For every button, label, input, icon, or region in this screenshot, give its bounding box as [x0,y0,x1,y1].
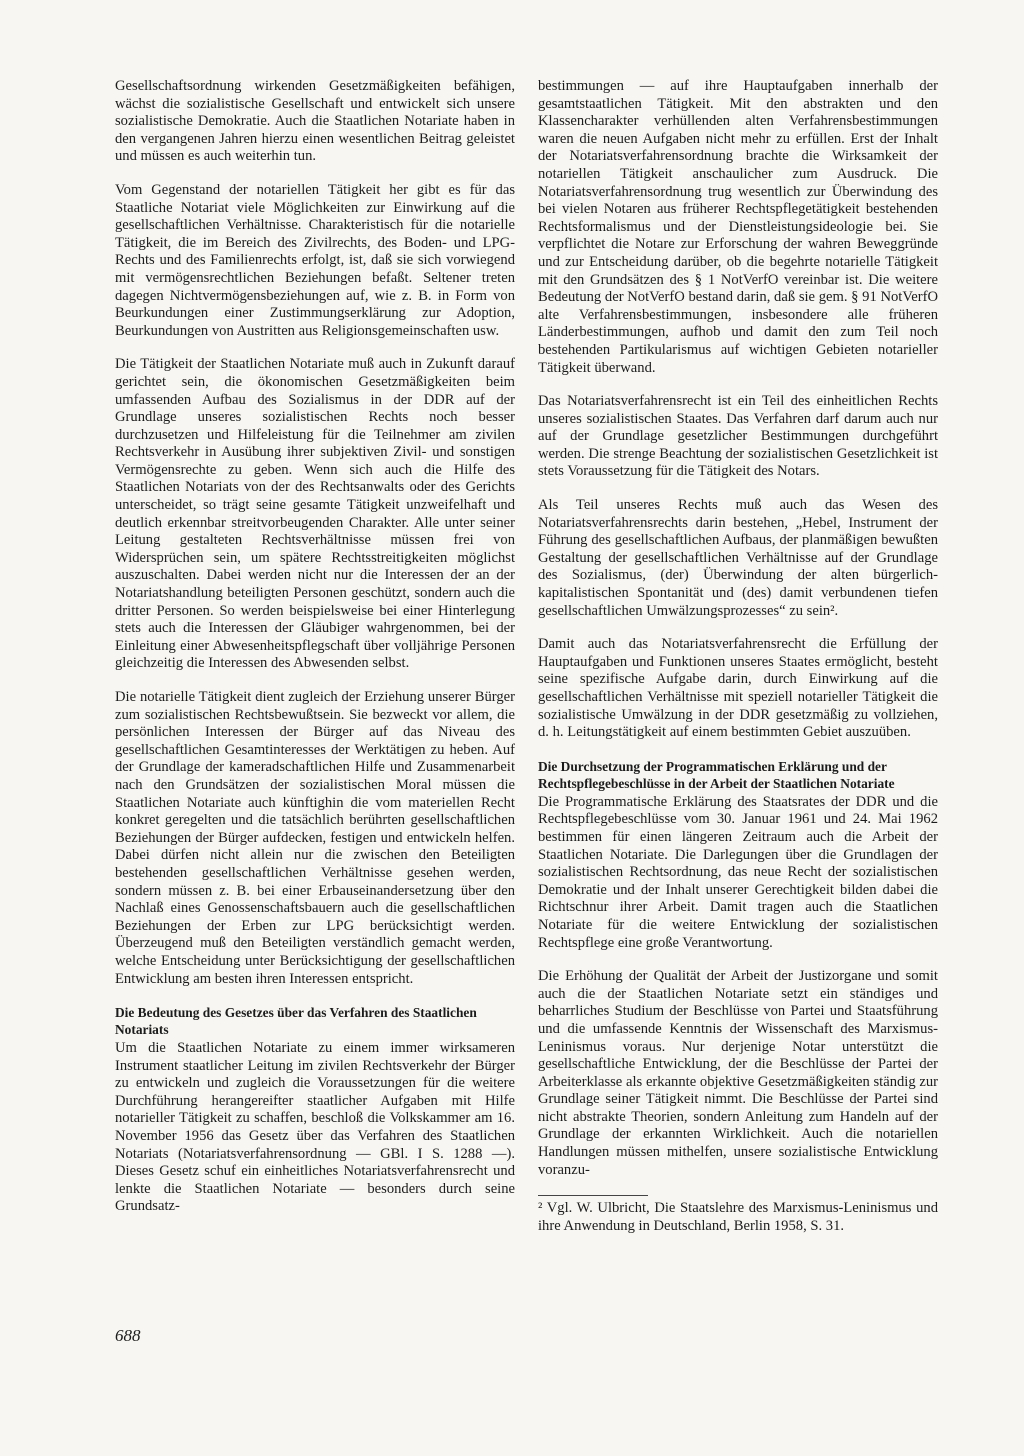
paragraph: Die Tätigkeit der Staatlichen Notariate muß auch in Zukunft darauf gerichtet sein, die ökonomischen Gesetzmäßigkeiten beim umfassenden Aufbau des Sozialismus in der DDR auf der Grundlage unseres sozialistischen Rechts noch besser durchzusetzen und Hilfeleistung für die Teilnehmer am zivilen Rechtsverkehr in Ausübung ihrer subjektiven Zivil- und sonstigen Vermögensrechte zu geben. Wenn sich auch die Hilfe des Staatlichen Notariats von der des Rechtsanwalts oder des Gerichts unterscheidet, so trägt seine gesamte Tätigkeit unzweifelhaft und deutlich erkennbar streitvorbeugenden Charakter. Alle unter seiner Leitung gestalteten Rechtsverhältnisse müssen frei von Widersprüchen sein, um spätere Rechtsstreitigkeiten möglichst auszuschalten. Dabei werden nicht nur die Interessen der an der Notariatshandlung beteiligten Personen geschützt, sondern auch die dritter Personen. So werden beispielsweise bei einer Hinterlegung stets auch die Interessen der Gläubiger wahrgenommen, bei der Einleitung einer Abwesenheitspflegschaft über volljährige Personen gleichzeitig die Interessen des Abwesenden selbst. [115,356,515,672]
section-heading: Die Bedeutung des Gesetzes über das Verfahren des Staatlichen Notariats [115,1005,477,1038]
paragraph: Die Programmatische Erklärung des Staatsrates der DDR und die Rechtspflegebeschlüsse vom 30. Januar 1961 und 24. Mai 1962 bestimmen für einen längeren Zeitraum auch die Arbeit der Staatlichen Notariate. Die Darlegungen über die Grundlagen der sozialistischen Rechtsordnung, das neue Recht der sozialistischen Demokratie und der Inhalt unserer Gerechtigkeit bilden dabei die Richtschnur ihrer Arbeit. Damit tragen auch die Staatlichen Notariate für die weitere Entwicklung der sozialistischen Rechtspflege eine große Verantwortung. [538,793,938,951]
paragraph: Die notarielle Tätigkeit dient zugleich der Erziehung unserer Bürger zum sozialistischen Rechtsbewußtsein. Sie bezweckt vor allem, die persönlichen Interessen der Bürger auf das Niveau des gesellschaftlichen Gesamtinteresses der Werktätigen zu heben. Auf der Grundlage der kameradschaftlichen Hilfe und Zusammenarbeit nach den Grundsätzen der sozialistischen Moral müssen die Staatlichen Notariate auch künftighin die vom materiellen Recht konkret geregelten und die tatsächlich berührten gesellschaftlichen Beziehungen der Bürger aufdecken, festigen und entwickeln helfen. Dabei dürfen nicht allein nur die zwischen den Beteiligten bestehenden gesellschaftlichen Verhältnisse gesehen werden, sondern müssen z. B. bei einer Erbauseinandersetzung über den Nachlaß eines Genossenschaftsbauern auch die gesellschaftlichen Beziehungen der Erben zur LPG berücksichtigt werden. Überzeugend muß den Beteiligten verständlich gemacht werden, welche Entscheidung unter Berücksichtigung der gesellschaftlichen Entwicklung am besten ihren Interessen entspricht. [115,689,515,987]
footnote-divider [538,1195,648,1196]
footnote: ² Vgl. W. Ulbricht, Die Staatslehre des Marxismus-Leninismus und ihre Anwendung in Deutschland, Berlin 1958, S. 31. [538,1200,938,1234]
paragraph: Um die Staatlichen Notariate zu einem immer wirksameren Instrument staatlicher Leitung im zivilen Rechtsverkehr der Bürger zu entwickeln und zugleich die Voraussetzungen für die weitere Durchführung herangereifter staatlicher Aufgaben mit Hilfe notarieller Tätigkeit zu schaffen, beschloß die Volkskammer am 16. November 1956 das Gesetz über das Verfahren des Staatlichen Notariats (Notariatsverfahrensordnung — GBl. I S. 1288 —). Dieses Gesetz schuf ein einheitliches Notariatsverfahrensrecht und lenkte die Staatlichen Notariate — besonders durch seine Grundsatz- [115,1040,515,1215]
section-heading: Die Durchsetzung der Programmatischen Erklärung und der Rechtspflegebeschlüsse in der Arbeit der Staatlichen Notariate [538,758,895,791]
paragraph: bestimmungen — auf ihre Hauptaufgaben innerhalb der gesamtstaatlichen Tätigkeit. Mit den abstrakten und den Klassencharakter verhüllenden alten Verfahrensbestimmungen waren die neuen Aufgaben nicht mehr zu erfüllen. Erst der Inhalt der Notariatsverfahrensordnung brachte die Wirksamkeit der notariellen Tätigkeit anschaulicher zum Ausdruck. Die Notariatsverfahrensordnung trug wesentlich zur Überwindung des bei vielen Notaren aus früherer Rechtspflegetätigkeit bestehenden Rechtsformalismus und der Dienstleistungsideologie bei. Sie verpflichtet die Notare zur Erforschung der wahren Beweggründe und zur Entscheidung darüber, ob die begehrte notarielle Tätigkeit mit den Grundsätzen des § 1 NotVerfO vereinbar ist. Die weitere Bedeutung der NotVerfO bestand darin, daß sie gem. § 91 NotVerfO alte Verfahrensbestimmungen, insbesondere alle früheren Länderbestimmungen, aufhob und damit den zum Teil noch bestehenden Partikularismus auf wichtigen Gebieten notarieller Tätigkeit überwand. [538,78,938,376]
page-number: 688 [115,1326,141,1345]
left-column [115,78,515,1232]
paragraph: Als Teil unseres Rechts muß auch das Wesen des Notariatsverfahrensrechts darin bestehen, „Hebel, Instrument der Führung des gesellschaftlichen Aufbaus, der planmäßigen bewußten Gestaltung der gesellschaftlichen Verhältnisse auf der Grundlage des Sozialismus, (der) Überwindung der alten bürgerlich-kapitalistischen Spontanität und (des) damit verbundenen tiefen gesellschaftlichen Umwälzungsprozesses“ zu sein². [538,497,938,619]
right-column [538,78,938,1251]
paragraph: Gesellschaftsordnung wirkenden Gesetzmäßigkeiten befähigen, wächst die sozialistische Gesellschaft und entwickelt sich unsere sozialistische Demokratie. Auch die Staatlichen Notariate haben in den vergangenen Jahren hierzu einen wesentlichen Beitrag geleistet und müssen es auch weiterhin tun. [115,78,515,165]
paragraph: Die Erhöhung der Qualität der Arbeit der Justizorgane und somit auch die der Staatlichen Notariate setzt ein ständiges und beharrliches Studium der Beschlüsse von Partei und Staatsführung und die umfassende Kenntnis der Wissenschaft des Marxismus-Leninismus voraus. Nur derjenige Notar unterstützt die gesellschaftliche Entwicklung, der die Beschlüsse der Partei der Arbeiterklasse als erkannte objektive Gesetzmäßigkeiten ständig zur Grundlage seiner Tätigkeit nimmt. Die Beschlüsse der Partei sind nicht abstrakte Theorien, sondern Anleitung zum Handeln auf der Grundlage der erkannten Wirklichkeit. Auch die notariellen Handlungen müssen mithelfen, unsere sozialistische Entwicklung voranzu- [538,968,938,1178]
paragraph: Damit auch das Notariatsverfahrensrecht die Erfüllung der Hauptaufgaben und Funktionen unseres Staates ermöglicht, besteht seine spezifische Aufgabe darin, durch Einwirkung auf die gesellschaftlichen Verhältnisse mit speziell notarieller Tätigkeit die sozialistische Umwälzung in der DDR gesetzmäßig zu vollziehen, d. h. Leitungstätigkeit auf einem bestimmten Gebiet auszuüben. [538,636,938,741]
paragraph: Das Notariatsverfahrensrecht ist ein Teil des einheitlichen Rechts unseres sozialistischen Staates. Das Verfahren darf darum auch nur auf der Grundlage gesetzlicher Bestimmungen durchgeführt werden. Die strenge Beachtung der sozialistischen Gesetzlichkeit ist stets Voraussetzung für die Tätigkeit des Notars. [538,393,938,480]
paragraph: Vom Gegenstand der notariellen Tätigkeit her gibt es für das Staatliche Notariat viele Möglichkeiten zur Einwirkung auf die gesellschaftlichen Verhältnisse. Charakteristisch für die notarielle Tätigkeit, die im Bereich des Zivilrechts, des Boden- und LPG-Rechts und des Familienrechts erfolgt, ist, daß sie sich vorwiegend mit vermögensrechtlichen Beziehungen befaßt. Seltener treten dagegen Nichtvermögensbeziehungen auf, wie z. B. in Form von Beurkundungen einer Zustimmungserklärung zur Adoption, Beurkundungen von Austritten aus Religionsgemeinschaften usw. [115,181,515,339]
